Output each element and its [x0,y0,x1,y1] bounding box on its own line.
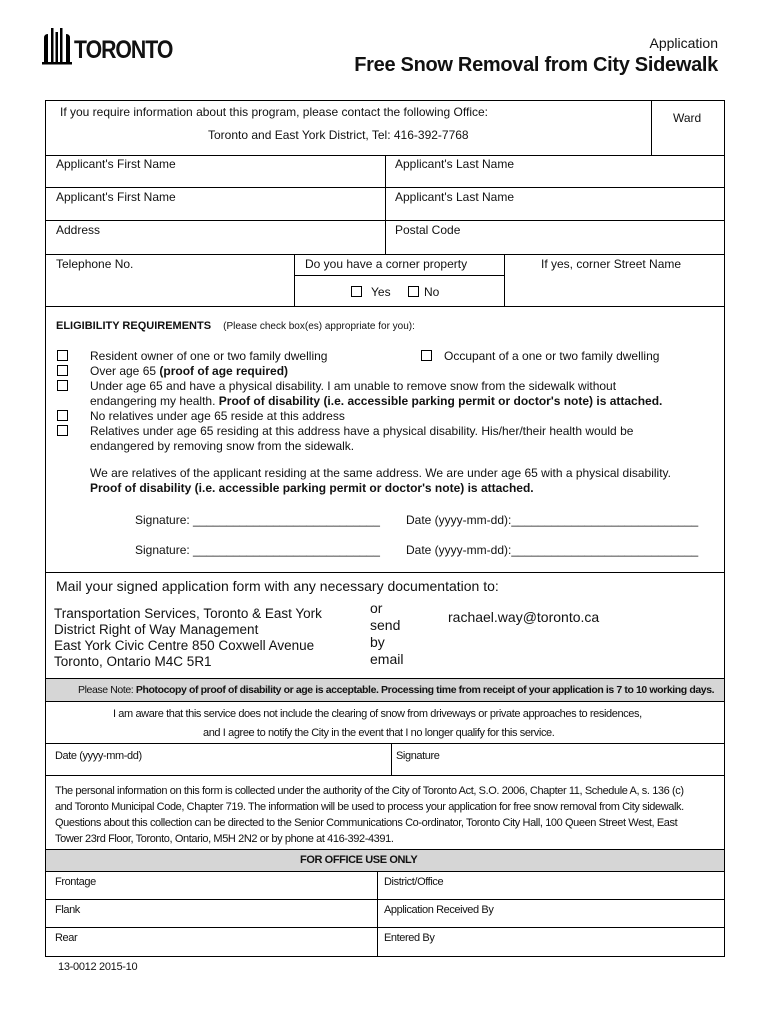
frontage-field[interactable]: Frontage [55,876,96,888]
no-relatives-label: No relatives under age 65 reside at this address [90,409,345,423]
relatives-disability-checkbox[interactable] [57,425,68,436]
eligibility-instruction: (Please check box(es) appropriate for you): [223,321,415,332]
mail-heading: Mail your signed application form with any necessary documentation to: [56,578,499,594]
aware-line1: I am aware that this service does not include the clearing of snow from driveways or private approaches to residences, [113,708,642,720]
disability-label-line1: Under age 65 and have a physical disability. I am unable to remove snow from the sidewalk without [90,379,617,393]
mail-address-line4: Toronto, Ontario M4C 5R1 [54,654,212,669]
contact-email[interactable]: rachael.way@toronto.ca [448,609,600,625]
address-field[interactable]: Address [56,223,101,237]
privacy-line3: Questions about this collection can be directed to the Senior Communications Co-ordinator, Toronto City Hall, 100 Queen Street West, East [55,817,678,829]
telephone-field[interactable]: Telephone No. [56,257,134,271]
relatives-disability-line1: Relatives under age 65 residing at this address have a physical disability. His/her/their health would be [90,424,634,438]
signature-line-2[interactable]: Signature: ____________________________ [135,543,380,557]
eligibility-heading: ELIGIBILITY REQUIREMENTS [56,320,212,332]
corner-no-checkbox[interactable] [408,286,419,297]
date-line-1[interactable]: Date (yyyy-mm-dd):____________________________ [406,513,699,527]
or-send-line3: by [370,634,385,650]
form-number: 13-0012 2015-10 [58,961,138,973]
processing-note: Photocopy of proof of disability or age is acceptable. Processing time from receipt of your application is 7 to 10 working days. [135,684,715,696]
entered-by-field[interactable]: Entered By [384,932,435,944]
aware-line2: and I agree to notify the City in the event that I no longer qualify for this service. [203,727,555,739]
relatives-disability-line2: endangered by removing snow from the sidewalk. [90,439,355,453]
rear-field[interactable]: Rear [55,932,78,944]
last-name-field[interactable]: Applicant's Last Name [395,157,515,171]
occupant-checkbox[interactable] [421,350,432,361]
disability-checkbox[interactable] [57,380,68,391]
office-use-heading: FOR OFFICE USE ONLY [300,854,418,866]
over-65-proof-note: (proof of age required) [159,364,289,378]
disability-proof-note: Proof of disability (i.e. accessible parking permit or doctor's note) is attached. [218,394,663,408]
corner-property-question: Do you have a corner property [305,257,468,271]
corner-street-field[interactable]: If yes, corner Street Name [541,257,682,271]
corner-yes-label: Yes [371,285,391,299]
relatives-statement-line2: Proof of disability (i.e. accessible parking permit or doctor's note) is attached. [90,481,534,495]
relatives-statement-line1: We are relatives of the applicant residing at the same address. We are under age 65 with a physical disability. [90,466,671,480]
date-line-2[interactable]: Date (yyyy-mm-dd):____________________________ [406,543,699,557]
signature-line-1[interactable]: Signature: ____________________________ [135,513,380,527]
privacy-line4: Tower 23rd Floor, Toronto, Ontario, M5H 2N2 or by phone at 416-392-4391. [55,833,394,845]
over-65-label: Over age 65 [90,364,160,378]
city-logo [42,26,172,68]
disability-label-line2: endangering my health. [90,394,219,408]
over-65-checkbox[interactable] [57,365,68,376]
contact-line-2: Toronto and East York District, Tel: 416-392-7768 [208,128,469,142]
or-send-line2: send [370,617,401,633]
postal-code-field[interactable]: Postal Code [395,223,461,237]
city-hall-icon [42,26,72,66]
header-subtitle: Application [649,35,718,51]
occupant-label: Occupant of a one or two family dwelling [444,349,660,363]
note-prefix: Please Note: [78,684,136,696]
page-title: Free Snow Removal from City Sidewalk [354,54,718,76]
privacy-line2: and Toronto Municipal Code, Chapter 719. The information will be used to process your application for free snow removal from City sidewalk. [55,801,684,813]
flank-field[interactable]: Flank [55,904,80,916]
privacy-line1: The personal information on this form is collected under the authority of the City of Toronto Act, S.O. 2006, Chapter 11, Schedule A, s. 136 (c) [55,785,684,797]
first-name-field-2[interactable]: Applicant's First Name [56,190,176,204]
last-name-field-2[interactable]: Applicant's Last Name [395,190,515,204]
mail-address-line2: District Right of Way Management [54,622,259,637]
mail-address-line3: East York Civic Centre 850 Coxwell Avenue [54,638,315,653]
resident-owner-checkbox[interactable] [57,350,68,361]
application-received-field[interactable]: Application Received By [384,904,494,916]
ward-label: Ward [673,111,702,125]
date-field[interactable]: Date (yyyy-mm-dd) [55,750,142,762]
resident-owner-label: Resident owner of one or two family dwelling [90,349,328,363]
first-name-field[interactable]: Applicant's First Name [56,157,176,171]
or-send-line1: or [370,600,383,616]
logo-text: TORONTO [74,36,173,64]
contact-line-1: If you require information about this program, please contact the following Office: [60,105,489,119]
corner-yes-checkbox[interactable] [351,286,362,297]
mail-address-line1: Transportation Services, Toronto & East York [54,606,322,621]
signature-field[interactable]: Signature [396,750,440,762]
or-send-line4: email [370,651,404,667]
no-relatives-checkbox[interactable] [57,410,68,421]
district-office-field[interactable]: District/Office [384,876,444,888]
corner-no-label: No [424,285,440,299]
